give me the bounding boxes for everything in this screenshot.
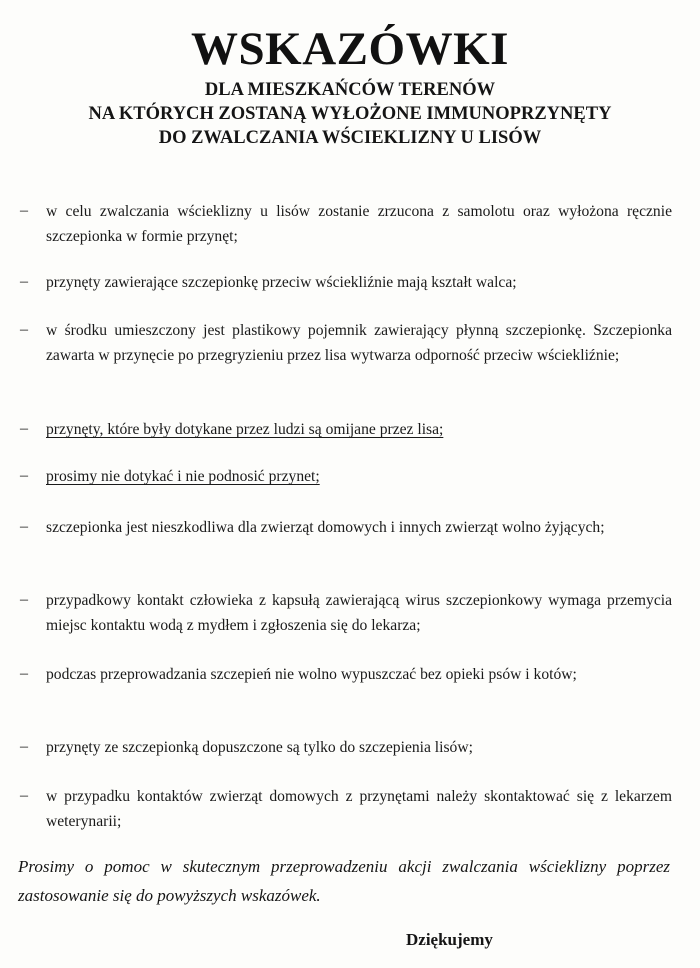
list-item-text: prosimy nie dotykać i nie podnosić przynet; [46,468,320,485]
list-item-text: w przypadku kontaktów zwierząt domowych z przynętami należy skontaktować się z lekarzem weterynarii; [46,788,672,830]
list-item-text: podczas przeprowadzania szczepień nie wolno wypuszczać bez opieki psów i kotów; [46,666,577,683]
list-dash: – [20,273,28,290]
list-item-text: w środku umieszczony jest plastikowy pojemnik zawierający płynną szczepionkę. Szczepionka zawarta w przynęcie po przegryzieniu przez lisa wytwarza odporność przeciw wściekliźnie; [46,322,672,364]
subtitle-line-2: NA KTÓRYCH ZOSTANĄ WYŁOŻONE IMMUNOPRZYNĘTY [88,104,612,124]
page-title: WSKAZÓWKI [191,23,509,75]
list-dash: – [20,591,28,608]
list-item-text: przynęty zawierające szczepionkę przeciw wściekliźnie mają kształt walca; [46,274,517,291]
list-dash: – [20,467,28,484]
list-dash: – [20,321,28,338]
list-dash: – [20,787,28,804]
list-item-text: przypadkowy kontakt człowieka z kapsułą zawierającą wirus szczepionkowy wymaga przemycia miejsc kontaktu wodą z mydłem i zgłoszenia się do lekarza; [46,592,672,634]
list-item-text: w celu zwalczania wścieklizny u lisów zostanie zrzucona z samolotu oraz wyłożona ręcznie szczepionka w formie przynęt; [46,203,672,245]
list-dash: – [20,665,28,682]
subtitle-line-3: DO ZWALCZANIA WŚCIEKLIZNY U LISÓW [158,128,542,148]
list-item-text: przynęty ze szczepionką dopuszczone są tylko do szczepienia lisów; [46,739,473,756]
list-item-text: szczepionka jest nieszkodliwa dla zwierząt domowych i innych zwierząt wolno żyjących; [46,519,605,536]
list-item-text: przynęty, które były dotykane przez ludzi są omijane przez lisa; [46,421,444,438]
closing-paragraph: Prosimy o pomoc w skutecznym przeprowadzeniu akcji zwalczania wścieklizny poprzez zastosowanie się do powyższych wskazówek. [18,857,670,905]
list-dash: – [20,420,28,437]
signature-thanks: Dziękujemy [406,930,493,949]
subtitle-line-1: DLA MIESZKAŃCÓW TERENÓW [204,80,496,100]
list-dash: – [20,518,28,535]
list-dash: – [20,738,28,755]
list-dash: – [20,202,28,219]
